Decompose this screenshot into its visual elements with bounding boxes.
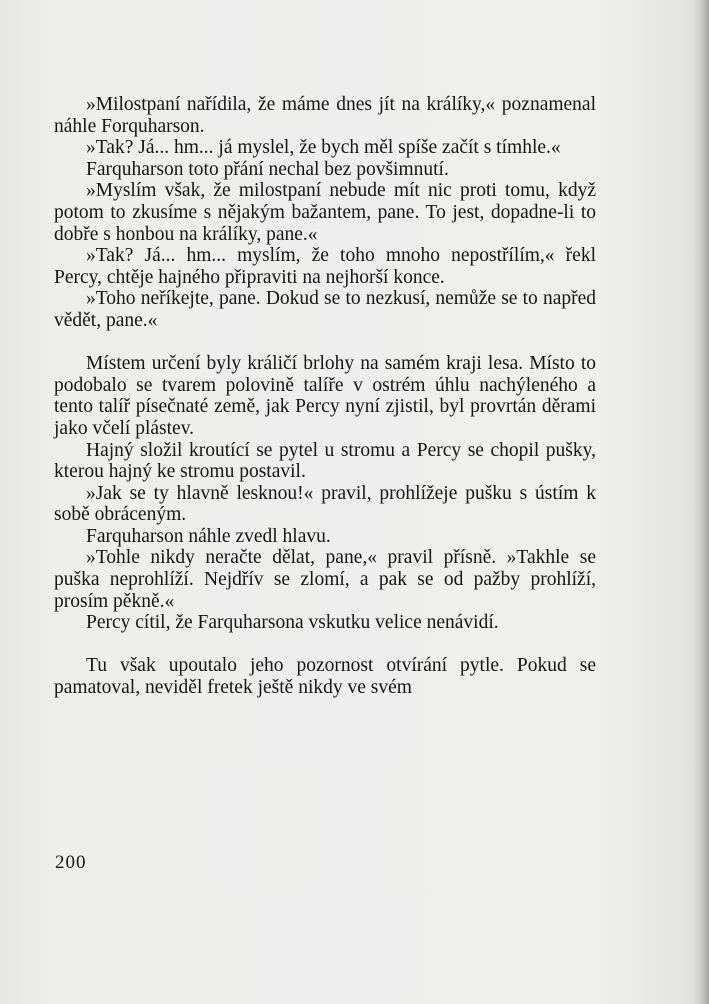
paragraph: »Milostpaní nařídila, že máme dnes jít na králíky,« poznamenal náhle Forquharson. xyxy=(54,94,596,137)
paragraph: Farquharson náhle zvedl hlavu. xyxy=(86,525,331,547)
paragraph: »Jak se ty hlavně lesknou!« pravil, prohlížeje pušku s ústím k sobě obráceným. xyxy=(54,482,596,526)
paragraph: »Tak? Já... hm... myslím, že toho mnoho nepostřílím,« řekl Percy, chtěje hajného připraviti na nejhorší konce. xyxy=(54,245,596,288)
paragraph: »Myslím však, že milostpaní nebude mít nic proti tomu, když potom to zkusíme s nějakým bažantem, pane. To jest, dopadne-li to dobře s honbou na králíky, pane.« xyxy=(54,180,596,245)
paragraph: Hajný složil kroutící se pytel u stromu a Percy se chopil pušky, kterou hajný ke stromu postavil. xyxy=(54,439,596,483)
paragraph: »Tak? Já... hm... já myslel, že bych měl spíše začít s tímhle.« xyxy=(86,137,561,159)
body-text xyxy=(54,94,596,699)
section-break xyxy=(54,332,596,354)
paragraph: Percy cítil, že Farquharsona vskutku velice nenávidí. xyxy=(86,612,499,634)
paragraph: »Toho neříkejte, pane. Dokud se to nezkusí, nemůže se to napřed vědět, pane.« xyxy=(54,288,596,331)
paragraph: Farquharson toto přání nechal bez povšimnutí. xyxy=(86,158,449,180)
paragraph: »Tohle nikdy neračte dělat, pane,« pravil přísně. »Takhle se puška neprohlíží. Nejdřív se zlomí, a pak se od pažby prohlíží, prosím pěkně.« xyxy=(54,547,596,612)
page-number: 200 xyxy=(55,852,87,873)
paragraph: Místem určení byly králičí brlohy na samém kraji lesa. Místo to podobalo se tvarem polovině talíře v ostrém úhlu nachýleného a tento talíř písečnaté země, jak Percy nyní zjistil, byl provrtán děrami jako včelí plástev. xyxy=(54,353,596,439)
section-break xyxy=(54,634,596,656)
paragraph: Tu však upoutalo jeho pozornost otvírání pytle. Pokud se pamatoval, neviděl fretek ještě nikdy ve svém xyxy=(54,655,596,699)
page-edge-shadow xyxy=(693,0,709,1004)
